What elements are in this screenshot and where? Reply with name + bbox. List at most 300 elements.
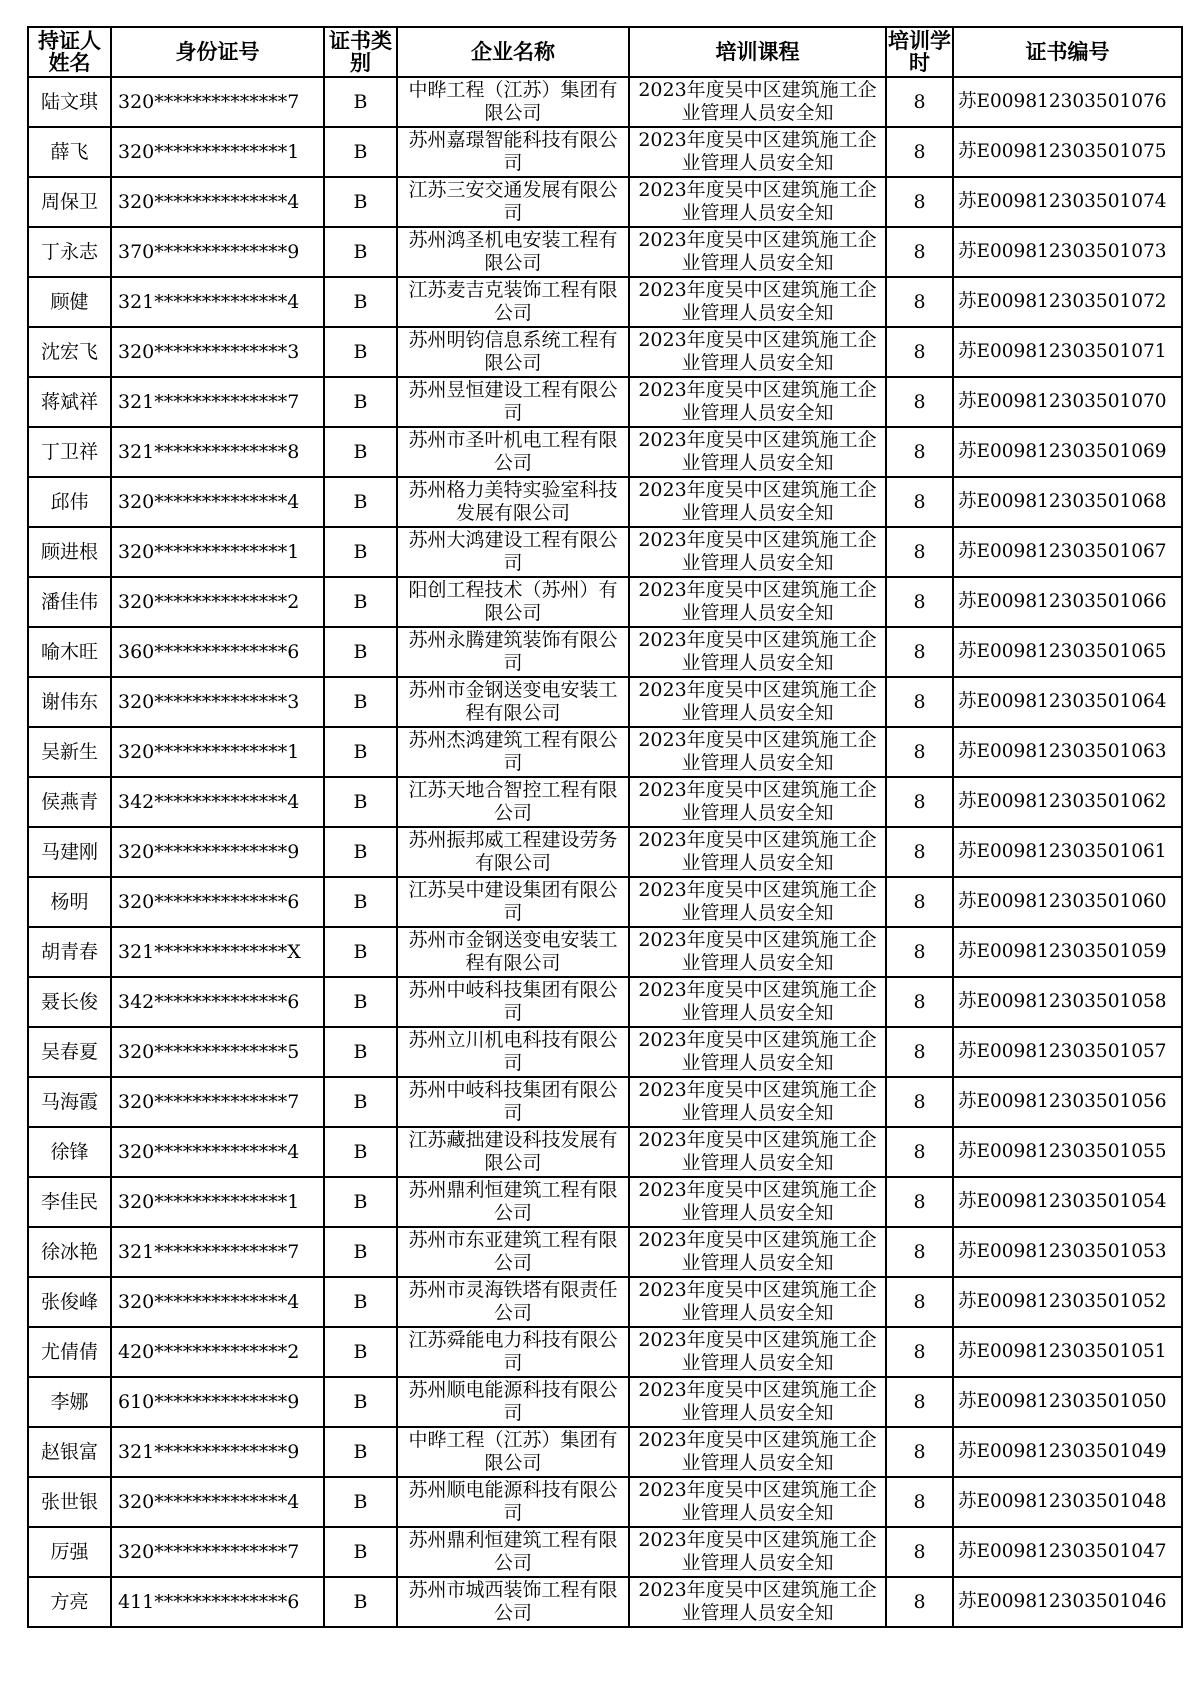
name-text: 邱伟: [50, 491, 89, 513]
company-text: 苏州市金钢送变电安装工程有限公司: [408, 929, 618, 974]
id-text: 321**************9: [118, 1441, 300, 1463]
cell-hours: [886, 577, 953, 627]
name-text: 吴新生: [40, 741, 98, 763]
cell-id: [111, 127, 324, 177]
cell-company: [397, 1127, 629, 1177]
type-text: B: [353, 1241, 368, 1263]
cert-no-text: 苏E009812303501073: [958, 241, 1167, 262]
cell-company: [397, 1427, 629, 1477]
cell-type: [324, 77, 397, 127]
cell-course: [629, 1377, 886, 1427]
cell-id: [111, 527, 324, 577]
name-text: 方亮: [50, 1591, 89, 1613]
table-row: [28, 77, 1182, 127]
cell-hours: [886, 227, 953, 277]
course-text: 2023年度吴中区建筑施工企业管理人员安全知: [638, 179, 877, 224]
cell-cert-no: [953, 727, 1182, 777]
cell-hours: [886, 1177, 953, 1227]
cell-course: [629, 527, 886, 577]
cell-type: [324, 527, 397, 577]
cell-cert-no: [953, 827, 1182, 877]
id-text: 320**************3: [118, 691, 300, 713]
header-company: 企业名称: [397, 27, 629, 77]
name-text: 蒋斌祥: [40, 391, 98, 413]
cell-company: [397, 1277, 629, 1327]
table-row: [28, 127, 1182, 177]
company-text: 江苏三安交通发展有限公司: [408, 179, 618, 224]
cell-cert-no: [953, 77, 1182, 127]
cert-no-text: 苏E009812303501054: [958, 1191, 1167, 1212]
hours-text: 8: [913, 241, 926, 263]
cell-course: [629, 877, 886, 927]
cell-cert-no: [953, 977, 1182, 1027]
cell-cert-no: [953, 177, 1182, 227]
cell-type: [324, 377, 397, 427]
cell-id: [111, 1127, 324, 1177]
cell-name: [28, 877, 111, 927]
cell-cert-no: [953, 477, 1182, 527]
cell-company: [397, 1527, 629, 1577]
cert-no-text: 苏E009812303501046: [958, 1591, 1167, 1612]
id-text: 342**************4: [118, 791, 300, 813]
cell-hours: [886, 527, 953, 577]
course-text: 2023年度吴中区建筑施工企业管理人员安全知: [638, 729, 877, 774]
company-text: 苏州中岐科技集团有限公司: [408, 979, 618, 1024]
cell-type: [324, 477, 397, 527]
cell-name: [28, 627, 111, 677]
course-text: 2023年度吴中区建筑施工企业管理人员安全知: [638, 929, 877, 974]
name-text: 沈宏飞: [40, 341, 98, 363]
name-text: 周保卫: [40, 191, 98, 213]
company-text: 苏州杰鸿建筑工程有限公司: [408, 729, 618, 774]
cell-id: [111, 377, 324, 427]
cell-id: [111, 1327, 324, 1377]
cell-course: [629, 577, 886, 627]
course-text: 2023年度吴中区建筑施工企业管理人员安全知: [638, 279, 877, 324]
course-text: 2023年度吴中区建筑施工企业管理人员安全知: [638, 479, 877, 524]
cell-type: [324, 827, 397, 877]
hours-text: 8: [913, 941, 926, 963]
cert-no-text: 苏E009812303501053: [958, 1241, 1167, 1262]
id-text: 320**************4: [118, 1291, 300, 1313]
cell-hours: [886, 627, 953, 677]
header-row: [28, 27, 1182, 77]
type-text: B: [353, 441, 368, 463]
company-text: 苏州鼎利恒建筑工程有限公司: [408, 1179, 618, 1224]
cell-type: [324, 1527, 397, 1577]
table-row: [28, 177, 1182, 227]
cell-name: [28, 1377, 111, 1427]
table-row: [28, 1077, 1182, 1127]
cert-no-text: 苏E009812303501069: [958, 441, 1167, 462]
hours-text: 8: [913, 191, 926, 213]
cell-cert-no: [953, 427, 1182, 477]
cell-type: [324, 1477, 397, 1527]
type-text: B: [353, 741, 368, 763]
cell-cert-no: [953, 127, 1182, 177]
company-text: 苏州顺电能源科技有限公司: [408, 1379, 618, 1424]
cell-id: [111, 277, 324, 327]
cell-name: [28, 977, 111, 1027]
cell-id: [111, 1527, 324, 1577]
cell-course: [629, 477, 886, 527]
hours-text: 8: [913, 441, 926, 463]
cell-company: [397, 677, 629, 727]
cell-type: [324, 1177, 397, 1227]
company-text: 苏州市圣叶机电工程有限公司: [408, 429, 618, 474]
cert-no-text: 苏E009812303501060: [958, 891, 1167, 912]
cell-course: [629, 277, 886, 327]
id-text: 342**************6: [118, 991, 300, 1013]
type-text: B: [353, 1341, 368, 1363]
cell-company: [397, 1027, 629, 1077]
company-text: 苏州鼎利恒建筑工程有限公司: [408, 1529, 618, 1574]
cell-course: [629, 1177, 886, 1227]
table-row: [28, 1127, 1182, 1177]
type-text: B: [353, 941, 368, 963]
cert-no-text: 苏E009812303501075: [958, 141, 1167, 162]
cell-type: [324, 1027, 397, 1077]
cell-name: [28, 1127, 111, 1177]
cell-course: [629, 1127, 886, 1177]
id-text: 320**************7: [118, 91, 300, 113]
type-text: B: [353, 891, 368, 913]
cell-company: [397, 777, 629, 827]
course-text: 2023年度吴中区建筑施工企业管理人员安全知: [638, 229, 877, 274]
cell-cert-no: [953, 1227, 1182, 1277]
cert-no-text: 苏E009812303501068: [958, 491, 1167, 512]
cert-no-text: 苏E009812303501064: [958, 691, 1167, 712]
course-text: 2023年度吴中区建筑施工企业管理人员安全知: [638, 1479, 877, 1524]
type-text: B: [353, 1441, 368, 1463]
course-text: 2023年度吴中区建筑施工企业管理人员安全知: [638, 1029, 877, 1074]
cell-id: [111, 327, 324, 377]
cell-cert-no: [953, 877, 1182, 927]
cell-name: [28, 177, 111, 227]
cell-id: [111, 477, 324, 527]
name-text: 陆文琪: [40, 91, 98, 113]
cell-course: [629, 1427, 886, 1477]
hours-text: 8: [913, 1091, 926, 1113]
name-text: 顾进根: [40, 541, 98, 563]
cell-id: [111, 227, 324, 277]
id-text: 321**************8: [118, 441, 300, 463]
cell-course: [629, 1227, 886, 1277]
company-text: 苏州市城西装饰工程有限公司: [408, 1579, 618, 1624]
cell-course: [629, 127, 886, 177]
cell-type: [324, 327, 397, 377]
course-text: 2023年度吴中区建筑施工企业管理人员安全知: [638, 829, 877, 874]
cell-id: [111, 877, 324, 927]
table-row: [28, 227, 1182, 277]
cell-type: [324, 727, 397, 777]
type-text: B: [353, 541, 368, 563]
cert-no-text: 苏E009812303501049: [958, 1441, 1167, 1462]
cell-type: [324, 627, 397, 677]
cell-cert-no: [953, 1477, 1182, 1527]
cell-hours: [886, 1327, 953, 1377]
course-text: 2023年度吴中区建筑施工企业管理人员安全知: [638, 1279, 877, 1324]
table-row: [28, 427, 1182, 477]
hours-text: 8: [913, 1591, 926, 1613]
cell-name: [28, 927, 111, 977]
cell-id: [111, 77, 324, 127]
name-text: 李娜: [50, 1391, 89, 1413]
company-text: 苏州格力美特实验室科技发展有限公司: [408, 479, 618, 524]
cell-company: [397, 1077, 629, 1127]
course-text: 2023年度吴中区建筑施工企业管理人员安全知: [638, 379, 877, 424]
hours-text: 8: [913, 641, 926, 663]
course-text: 2023年度吴中区建筑施工企业管理人员安全知: [638, 1579, 877, 1624]
table-row: [28, 1177, 1182, 1227]
cell-type: [324, 227, 397, 277]
cert-no-text: 苏E009812303501066: [958, 591, 1167, 612]
company-text: 苏州顺电能源科技有限公司: [408, 1479, 618, 1524]
cell-id: [111, 1077, 324, 1127]
cell-company: [397, 877, 629, 927]
id-text: 321**************7: [118, 1241, 300, 1263]
course-text: 2023年度吴中区建筑施工企业管理人员安全知: [638, 329, 877, 374]
name-text: 侯燕青: [40, 791, 98, 813]
cell-course: [629, 327, 886, 377]
name-text: 潘佳伟: [40, 591, 98, 613]
cell-company: [397, 377, 629, 427]
type-text: B: [353, 1391, 368, 1413]
cell-course: [629, 377, 886, 427]
cell-name: [28, 227, 111, 277]
cell-company: [397, 427, 629, 477]
cell-name: [28, 1177, 111, 1227]
cell-id: [111, 977, 324, 1027]
hours-text: 8: [913, 891, 926, 913]
type-text: B: [353, 1191, 368, 1213]
cert-no-text: 苏E009812303501076: [958, 91, 1167, 112]
cert-no-text: 苏E009812303501048: [958, 1491, 1167, 1512]
cell-cert-no: [953, 777, 1182, 827]
cell-company: [397, 77, 629, 127]
company-text: 中晔工程（江苏）集团有限公司: [408, 1429, 618, 1474]
cell-company: [397, 177, 629, 227]
cell-cert-no: [953, 1027, 1182, 1077]
cell-id: [111, 1227, 324, 1277]
cell-company: [397, 1227, 629, 1277]
cell-id: [111, 177, 324, 227]
cert-no-text: 苏E009812303501062: [958, 791, 1167, 812]
course-text: 2023年度吴中区建筑施工企业管理人员安全知: [638, 979, 877, 1024]
type-text: B: [353, 641, 368, 663]
name-text: 张世银: [40, 1491, 98, 1513]
cell-name: [28, 327, 111, 377]
type-text: B: [353, 191, 368, 213]
id-text: 321**************X: [118, 941, 301, 963]
type-text: B: [353, 341, 368, 363]
cell-cert-no: [953, 1427, 1182, 1477]
cell-name: [28, 377, 111, 427]
id-text: 320**************1: [118, 141, 300, 163]
name-text: 李佳民: [40, 1191, 98, 1213]
name-text: 徐冰艳: [40, 1241, 98, 1263]
company-text: 苏州市金钢送变电安装工程有限公司: [408, 679, 618, 724]
name-text: 厉强: [50, 1541, 89, 1563]
type-text: B: [353, 591, 368, 613]
name-text: 赵银富: [40, 1441, 98, 1463]
cell-type: [324, 677, 397, 727]
header-course: 培训课程: [629, 27, 886, 77]
cell-course: [629, 1527, 886, 1577]
cell-name: [28, 1477, 111, 1527]
id-text: 320**************4: [118, 1491, 300, 1513]
cell-type: [324, 1227, 397, 1277]
cell-course: [629, 677, 886, 727]
table-row: [28, 1477, 1182, 1527]
type-text: B: [353, 1541, 368, 1563]
cert-no-text: 苏E009812303501070: [958, 391, 1167, 412]
table-row: [28, 1027, 1182, 1077]
cell-name: [28, 1227, 111, 1277]
cert-no-text: 苏E009812303501071: [958, 341, 1167, 362]
name-text: 马建刚: [40, 841, 98, 863]
name-text: 尤倩倩: [40, 1341, 98, 1363]
cell-hours: [886, 1427, 953, 1477]
company-text: 中晔工程（江苏）集团有限公司: [408, 79, 618, 124]
cell-company: [397, 977, 629, 1027]
cell-cert-no: [953, 277, 1182, 327]
table-row: [28, 627, 1182, 677]
cell-id: [111, 677, 324, 727]
cell-type: [324, 1377, 397, 1427]
id-text: 320**************5: [118, 1041, 300, 1063]
cell-cert-no: [953, 227, 1182, 277]
company-text: 苏州振邦威工程建设劳务有限公司: [408, 829, 618, 874]
hours-text: 8: [913, 1291, 926, 1313]
type-text: B: [353, 1491, 368, 1513]
table-row: [28, 277, 1182, 327]
cell-type: [324, 1427, 397, 1477]
header-hours: 培训学时: [888, 29, 951, 75]
cell-company: [397, 1327, 629, 1377]
cell-hours: [886, 877, 953, 927]
table-row: [28, 977, 1182, 1027]
cell-course: [629, 427, 886, 477]
id-text: 321**************4: [118, 291, 300, 313]
type-text: B: [353, 291, 368, 313]
cell-company: [397, 277, 629, 327]
cell-cert-no: [953, 527, 1182, 577]
cell-name: [28, 1277, 111, 1327]
cell-type: [324, 177, 397, 227]
cell-course: [629, 1577, 886, 1627]
id-text: 320**************3: [118, 341, 300, 363]
cell-type: [324, 877, 397, 927]
cell-hours: [886, 377, 953, 427]
cell-hours: [886, 1277, 953, 1327]
table-row: [28, 1527, 1182, 1577]
name-text: 吴春夏: [40, 1041, 98, 1063]
cell-name: [28, 277, 111, 327]
cell-name: [28, 427, 111, 477]
cell-course: [629, 777, 886, 827]
company-text: 苏州市东亚建筑工程有限公司: [408, 1229, 618, 1274]
cell-hours: [886, 677, 953, 727]
company-text: 苏州市灵海铁塔有限责任公司: [408, 1279, 618, 1324]
table-row: [28, 377, 1182, 427]
id-text: 370**************9: [118, 241, 300, 263]
cell-course: [629, 227, 886, 277]
cell-cert-no: [953, 927, 1182, 977]
cell-company: [397, 477, 629, 527]
cell-cert-no: [953, 627, 1182, 677]
table-row: [28, 677, 1182, 727]
table-row: [28, 777, 1182, 827]
cell-course: [629, 977, 886, 1027]
type-text: B: [353, 1591, 368, 1613]
id-text: 360**************6: [118, 641, 300, 663]
type-text: B: [353, 141, 368, 163]
cell-hours: [886, 1027, 953, 1077]
name-text: 丁卫祥: [40, 441, 98, 463]
cert-no-text: 苏E009812303501072: [958, 291, 1167, 312]
cell-company: [397, 727, 629, 777]
type-text: B: [353, 391, 368, 413]
cell-cert-no: [953, 1377, 1182, 1427]
cell-type: [324, 1577, 397, 1627]
cert-no-text: 苏E009812303501063: [958, 741, 1167, 762]
cell-hours: [886, 1377, 953, 1427]
course-text: 2023年度吴中区建筑施工企业管理人员安全知: [638, 679, 877, 724]
name-text: 薛飞: [50, 141, 89, 163]
name-text: 马海霞: [40, 1091, 98, 1113]
cell-hours: [886, 1577, 953, 1627]
cell-company: [397, 827, 629, 877]
cell-company: [397, 1177, 629, 1227]
course-text: 2023年度吴中区建筑施工企业管理人员安全知: [638, 879, 877, 924]
name-text: 张俊峰: [40, 1291, 98, 1313]
hours-text: 8: [913, 741, 926, 763]
cell-course: [629, 627, 886, 677]
cell-hours: [886, 1477, 953, 1527]
cert-no-text: 苏E009812303501067: [958, 541, 1167, 562]
hours-text: 8: [913, 141, 926, 163]
table-row: [28, 927, 1182, 977]
type-text: B: [353, 91, 368, 113]
cell-type: [324, 927, 397, 977]
course-text: 2023年度吴中区建筑施工企业管理人员安全知: [638, 629, 877, 674]
table-row: [28, 527, 1182, 577]
cell-type: [324, 1127, 397, 1177]
cell-id: [111, 427, 324, 477]
cell-name: [28, 827, 111, 877]
cell-cert-no: [953, 1527, 1182, 1577]
cell-cert-no: [953, 1077, 1182, 1127]
header-type: 证书类别: [324, 27, 397, 77]
id-text: 320**************1: [118, 1191, 300, 1213]
course-text: 2023年度吴中区建筑施工企业管理人员安全知: [638, 1129, 877, 1174]
cell-id: [111, 1477, 324, 1527]
table-row: [28, 827, 1182, 877]
cell-hours: [886, 327, 953, 377]
hours-text: 8: [913, 341, 926, 363]
cell-id: [111, 1577, 324, 1627]
table-row: [28, 1327, 1182, 1377]
cell-name: [28, 1327, 111, 1377]
type-text: B: [353, 1041, 368, 1063]
cell-type: [324, 1327, 397, 1377]
cell-hours: [886, 427, 953, 477]
company-text: 江苏天地合智控工程有限公司: [408, 779, 618, 824]
hours-text: 8: [913, 1241, 926, 1263]
hours-text: 8: [913, 1141, 926, 1163]
cell-id: [111, 1277, 324, 1327]
